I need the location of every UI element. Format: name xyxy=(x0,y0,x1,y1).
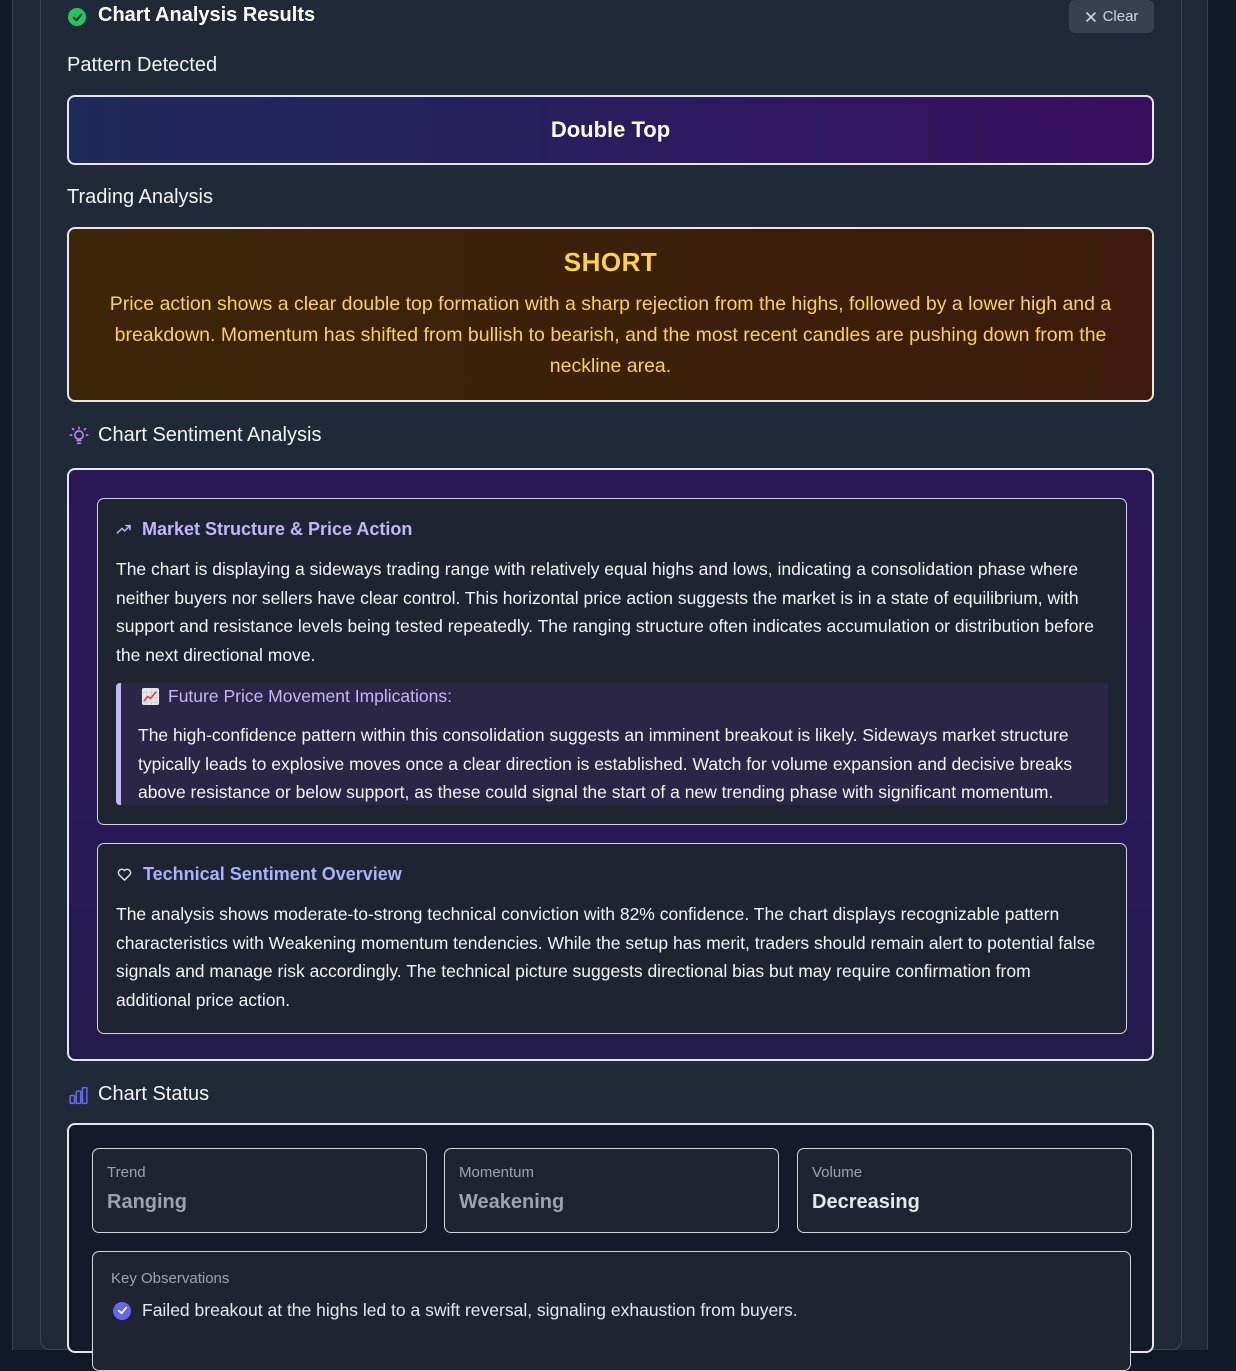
metric-value: Ranging xyxy=(107,1191,187,1213)
results-title: Chart Analysis Results xyxy=(98,4,316,26)
metric-label: Volume xyxy=(812,1164,863,1181)
metric-label: Trend xyxy=(107,1164,146,1181)
market-structure-heading xyxy=(116,518,412,540)
future-title: Future Price Movement Implications: xyxy=(168,686,452,706)
market-structure-text: The chart is displaying a sideways trading range with relatively equal highs and lows, indicating a consolidation phase where neither buyers nor sellers have clear control. This horizontal price action suggests the market is in a state of equilibrium, with support and resistance levels being tested repeatedly. The ranging structure often indicates accumulation or distribution before the next directional move. xyxy=(116,559,1094,665)
observations-label: Key Observations xyxy=(111,1270,230,1287)
status-card xyxy=(67,1123,1154,1353)
chart-increasing-icon xyxy=(141,687,160,706)
clear-button-label: Clear xyxy=(1102,8,1139,25)
metric-value: Decreasing xyxy=(812,1191,920,1213)
trade-signal: SHORT xyxy=(563,247,658,277)
technical-sentiment-title: Technical Sentiment Overview xyxy=(143,863,402,884)
lightbulb-icon xyxy=(68,425,90,447)
trade-description: Price action shows a clear double top formation with a sharp rejection from the highs, followed by a lower high and a breakdown. Momentum has shifted from bullish to bearish, and the most recent candles are pushing down from the neckline area. xyxy=(109,293,1112,377)
metric-trend xyxy=(92,1148,427,1233)
metric-label: Momentum xyxy=(459,1164,535,1181)
bar-chart-icon xyxy=(68,1085,89,1106)
status-label: Chart Status xyxy=(98,1083,210,1105)
sentiment-label: Chart Sentiment Analysis xyxy=(98,424,322,446)
results-header xyxy=(67,0,1154,34)
close-icon xyxy=(1085,11,1097,23)
sentiment-card xyxy=(67,468,1154,1061)
trading-label: Trading Analysis xyxy=(67,186,213,208)
trading-card xyxy=(67,227,1154,402)
heart-icon xyxy=(116,866,133,883)
technical-sentiment-card xyxy=(97,843,1127,1034)
check-circle-icon xyxy=(68,8,86,26)
pattern-card xyxy=(67,95,1154,165)
market-structure-card xyxy=(97,498,1127,825)
future-text: The high-confidence pattern within this consolidation suggests an imminent breakout is likely. Sideways market structure typically leads to explosive moves once a clear direction is established. Watch for volume expansion and decisive breaks above resistance or below support, as these could signal the start of a new trending phase with significant momentum. xyxy=(138,725,1073,802)
list-item xyxy=(113,1300,798,1321)
trending-up-icon xyxy=(116,521,132,537)
key-observations-card xyxy=(92,1251,1131,1371)
market-structure-title: Market Structure & Price Action xyxy=(142,518,413,539)
technical-sentiment-heading xyxy=(116,863,402,885)
metric-volume xyxy=(797,1148,1132,1233)
metric-momentum xyxy=(444,1148,779,1233)
technical-sentiment-text: The analysis shows moderate-to-strong technical conviction with 82% confidence. The chart displays recognizable pattern characteristics with Weakening momentum tendencies. While the setup has merit, traders should remain alert to potential false signals and manage risk accordingly. The technical picture suggests directional bias but may require confirmation from additional price action. xyxy=(116,904,1096,1010)
future-heading xyxy=(141,686,452,707)
observation-text: Failed breakout at the highs led to a swift reversal, signaling exhaustion from buyers. xyxy=(142,1300,798,1320)
check-circle-icon xyxy=(113,1302,131,1320)
pattern-value: Double Top xyxy=(550,117,671,142)
future-implications-box xyxy=(116,683,1108,805)
clear-button[interactable] xyxy=(1069,0,1154,33)
metric-value: Weakening xyxy=(459,1191,565,1213)
pattern-label: Pattern Detected xyxy=(67,54,218,76)
